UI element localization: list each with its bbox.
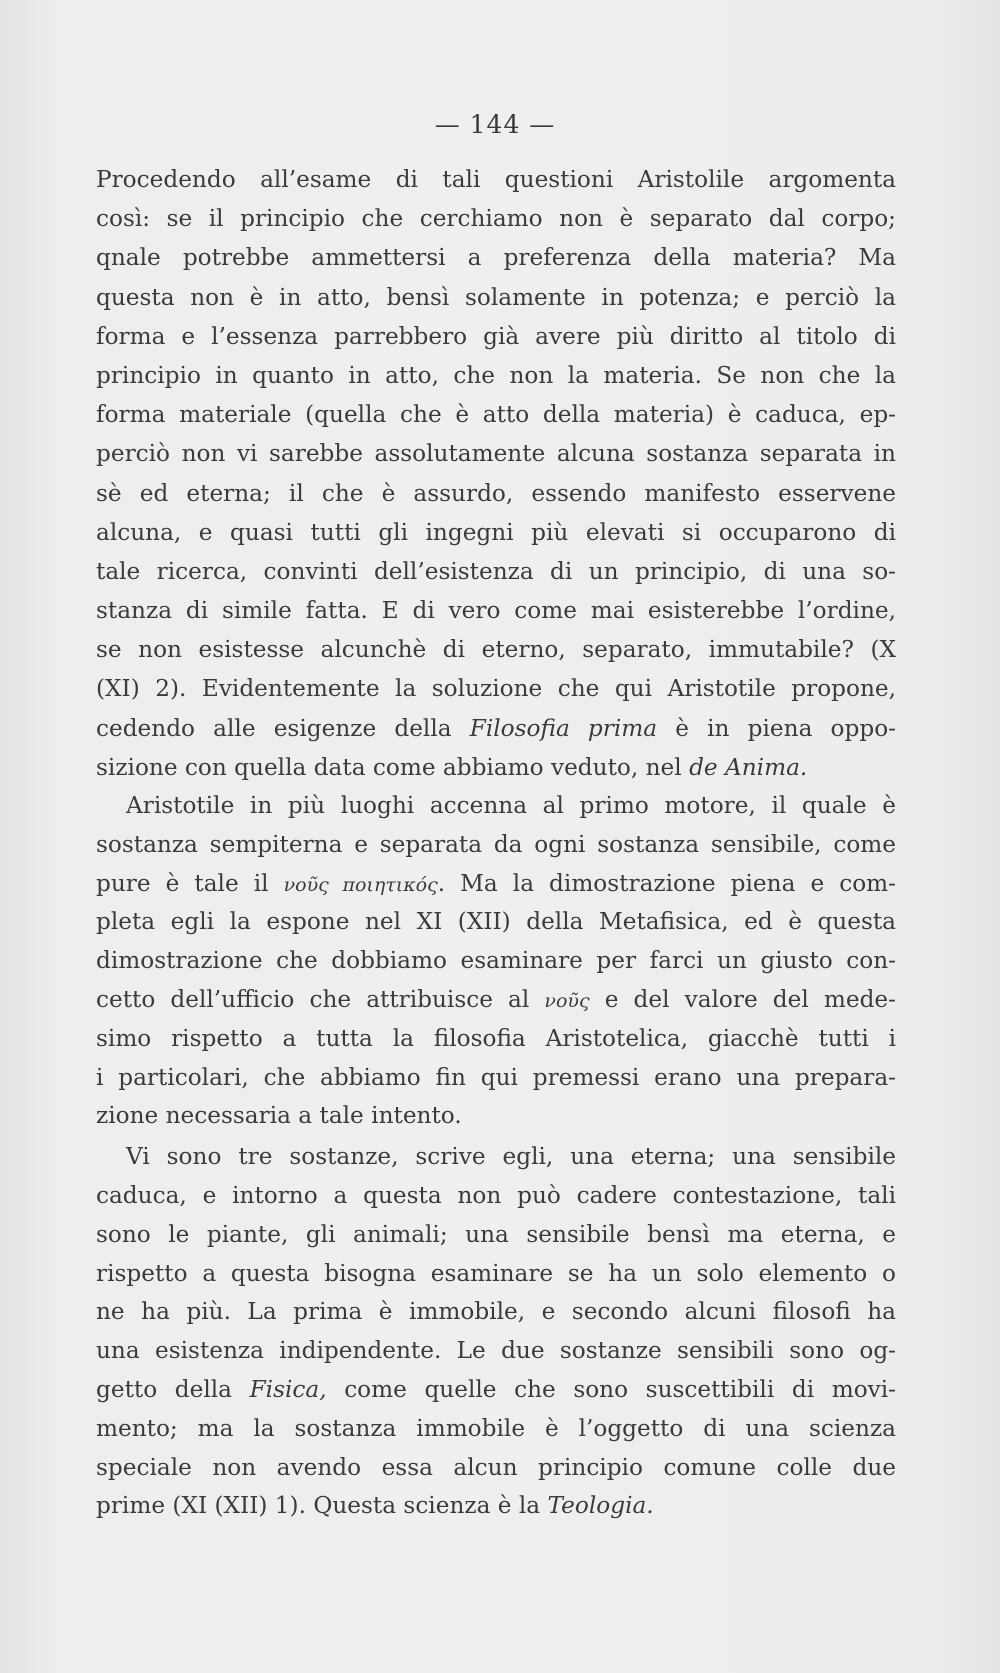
text-line: prime (XI (XII) 1). Questa scienza è la Teologia.	[96, 1492, 654, 1520]
text-line: rispetto a questa bisogna esaminare se ha un solo elemento o	[96, 1259, 896, 1287]
text-line: sostanza sempiterna e separata da ogni sostanza sensibile, come	[96, 830, 896, 858]
text-line: Aristotile in più luoghi accenna al primo motore, il quale è	[126, 792, 896, 819]
page-number: — 144 —	[434, 110, 556, 139]
text-line: sono le piante, gli animali; una sensibile bensì ma eterna, e	[96, 1220, 896, 1248]
text-line: pleta egli la espone nel XI (XII) della Metafisica, ed è questa	[96, 908, 896, 936]
text-line: dimostrazione che dobbiamo esaminare per farci un giusto con-	[96, 947, 896, 975]
text-line: caduca, e intorno a questa non può cadere contestazione, tali	[96, 1181, 896, 1209]
text-line: così: se il principio che cerchiamo non è separato dal corpo;	[96, 205, 896, 233]
body-text	[96, 160, 896, 1526]
italic-text: Filosofia prima	[469, 714, 658, 742]
paragraph-3	[96, 1138, 896, 1526]
text-line: sè ed eterna; il che è assurdo, essendo manifesto esservene	[96, 479, 896, 507]
text-line: Vi sono tre sostanze, scrive egli, una eterna; una sensibile	[126, 1143, 896, 1171]
text-line: qnale potrebbe ammettersi a preferenza della materia? Ma	[96, 244, 896, 272]
text-line: questa non è in atto, bensì solamente in potenza; e perciò la	[96, 283, 896, 311]
text-line: getto della Fisica, come quelle che sono suscettibili di movi-	[96, 1375, 897, 1403]
text-line: forma e l’essenza parrebbero già avere più diritto al titolo di	[96, 322, 896, 350]
text-line: cetto dell’ufficio che attribuisce al νοῦς e del valore del mede-	[96, 985, 896, 1013]
greek-text: νοῦς	[544, 989, 590, 1012]
text-line: mento; ma la sostanza immobile è l’oggetto di una scienza	[96, 1414, 896, 1442]
italic-text: Fisica,	[249, 1375, 327, 1403]
text-line: se non esistesse alcunchè di eterno, separato, immutabile? (X	[96, 636, 896, 664]
text-line: tale ricerca, convinti dell’esistenza di un principio, di una so-	[96, 557, 896, 585]
text-line: cedendo alle esigenze della Filosofia prima è in piena oppo-	[96, 714, 896, 742]
text-line: i particolari, che abbiamo fin qui premessi erano una prepara-	[96, 1063, 896, 1091]
text-line: zione necessaria a tale intento.	[96, 1102, 462, 1130]
text-line: Procedendo all’esame di tali questioni Aristolile argomenta	[96, 166, 896, 193]
text-line: (XI) 2). Evidentemente la soluzione che qui Aristotile propone,	[96, 675, 896, 703]
text-line: speciale non avendo essa alcun principio comune colle due	[96, 1453, 896, 1481]
text-line: pure è tale il νοῦς ποιητικός. Ma la dimostrazione piena e com-	[96, 869, 896, 897]
text-line: sizione con quella data come abbiamo veduto, nel de Anima.	[96, 753, 808, 781]
text-line: stanza di simile fatta. E di vero come mai esisterebbe l’ordine,	[96, 597, 896, 625]
text-line: simo rispetto a tutta la filosofia Aristotelica, giacchè tutti i	[96, 1024, 896, 1052]
text-line: ne ha più. La prima è immobile, e secondo alcuni filosofi ha	[96, 1298, 896, 1326]
text-line: alcuna, e quasi tutti gli ingegni più elevati si occuparono di	[96, 518, 896, 546]
paragraph-2	[96, 787, 896, 1136]
text-line: forma materiale (quella che è atto della materia) è caduca, ep-	[96, 401, 896, 429]
text-line: principio in quanto in atto, che non la materia. Se non che la	[96, 361, 896, 389]
italic-text: Teologia.	[547, 1492, 654, 1520]
greek-text: νοῦς ποιητικός	[283, 873, 438, 896]
italic-text: de Anima.	[689, 753, 808, 781]
text-line: perciò non vi sarebbe assolutamente alcuna sostanza separata in	[96, 440, 896, 468]
paragraph-1	[96, 160, 896, 787]
text-line: una esistenza indipendente. Le due sostanze sensibili sono og-	[96, 1337, 896, 1365]
